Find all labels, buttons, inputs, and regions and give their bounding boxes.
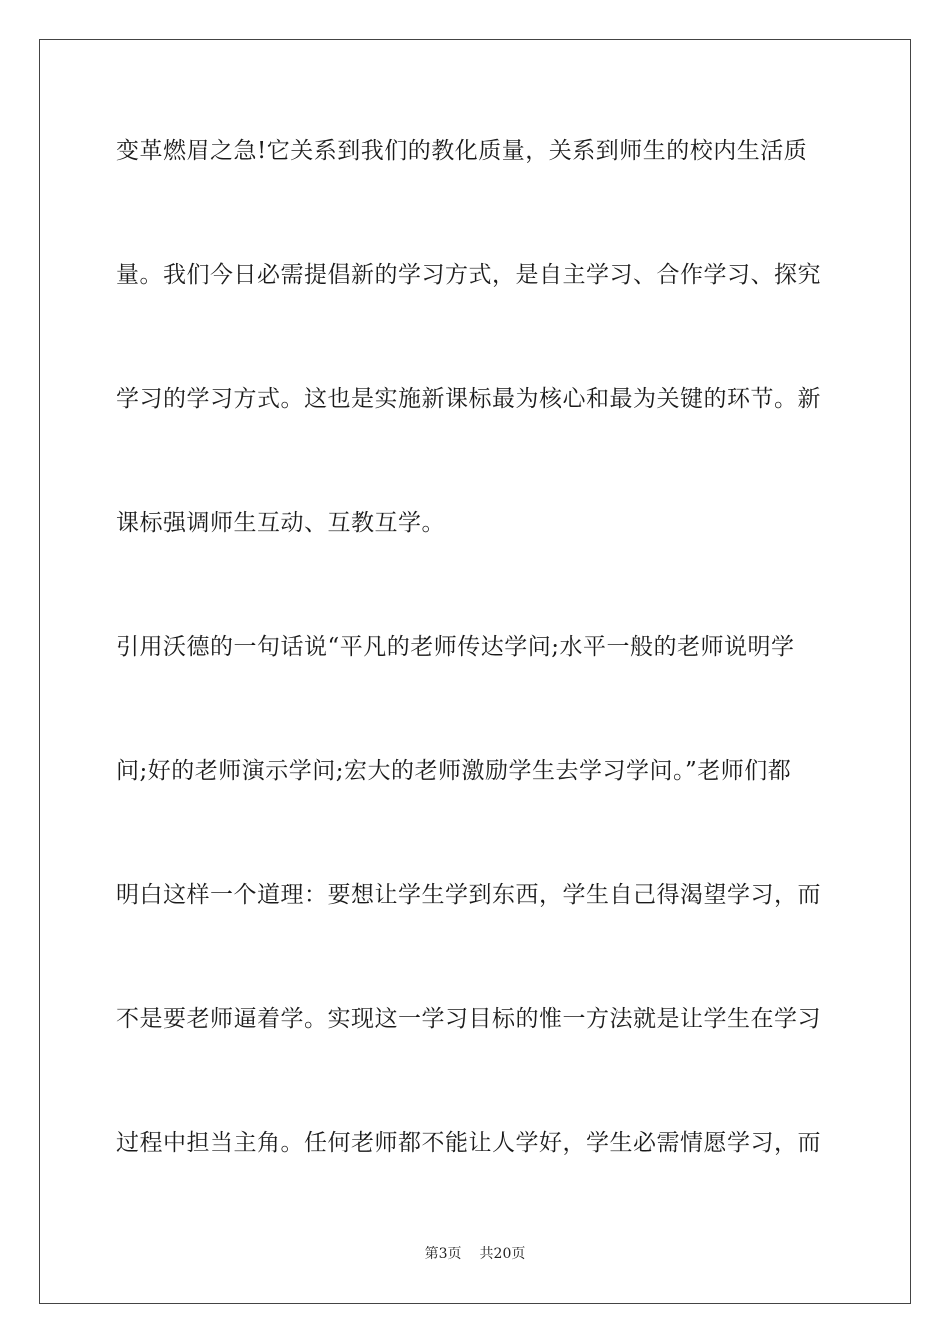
text-line-5: 引用沃德的一句话说“平凡的老师传达学问;水平一般的老师说明学	[116, 634, 795, 660]
text-line-9: 过程中担当主角。任何老师都不能让人学好，学生必需情愿学习，而	[116, 1130, 821, 1156]
page-total: 共20页	[479, 1246, 526, 1262]
text-line-7: 明白这样一个道理：要想让学生学到东西，学生自己得渴望学习，而	[116, 882, 821, 908]
text-line-4: 课标强调师生互动、互教互学。	[116, 510, 445, 536]
page-number: 第3页	[424, 1246, 462, 1262]
page-footer	[0, 1244, 950, 1264]
text-line-8: 不是要老师逼着学。实现这一学习目标的惟一方法就是让学生在学习	[116, 1006, 821, 1032]
text-line-1: 变革燃眉之急!它关系到我们的教化质量，关系到师生的校内生活质	[116, 138, 808, 164]
text-line-3: 学习的学习方式。这也是实施新课标最为核心和最为关键的环节。新	[116, 386, 821, 412]
text-line-6: 问;好的老师演示学问;宏大的老师激励学生去学习学问。”老师们都	[116, 758, 792, 784]
text-line-2: 量。我们今日必需提倡新的学习方式，是自主学习、合作学习、探究	[116, 262, 821, 288]
page-frame	[39, 39, 911, 1304]
